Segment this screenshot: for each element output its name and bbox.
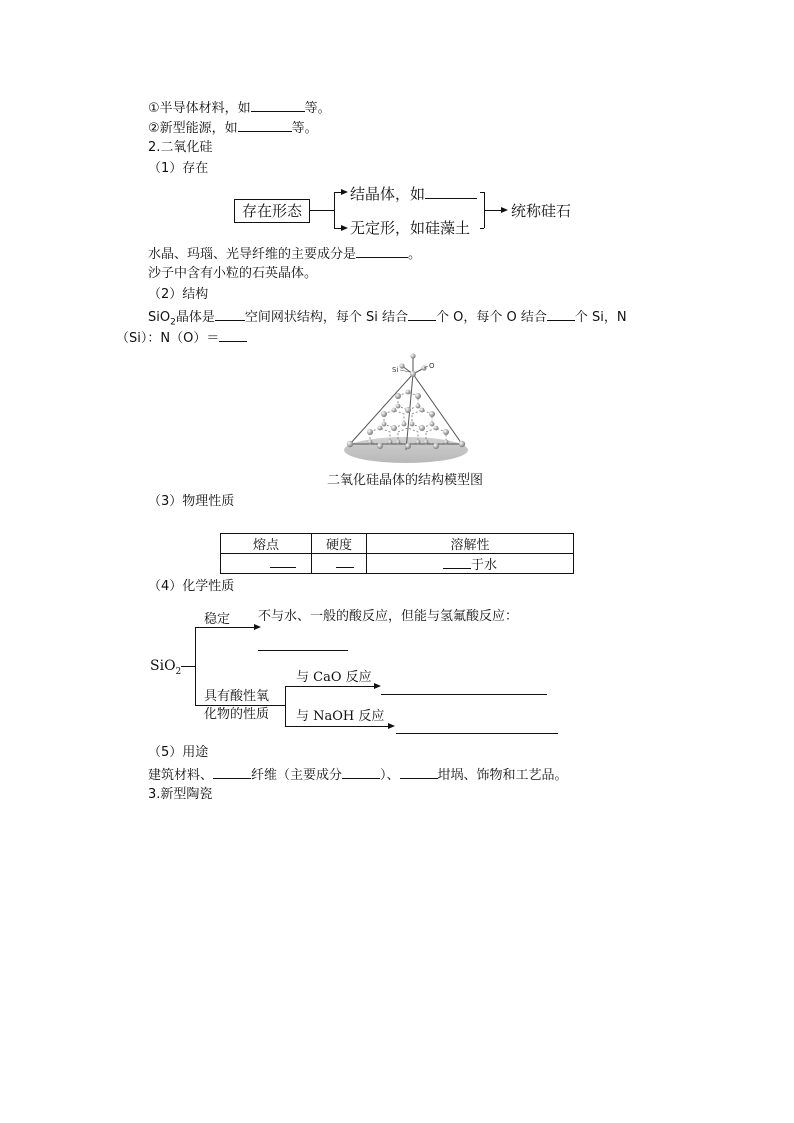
crystal-model-figure [340, 348, 472, 466]
quartz-line [148, 245, 421, 263]
section-3-heading: 3.新型陶瓷 [148, 787, 213, 802]
ratio-text: （Si）：N（O）＝ [116, 331, 220, 346]
energy-suffix: 等。 [291, 121, 318, 136]
table-row [221, 554, 574, 574]
uses-text-1: 建筑材料、 [148, 768, 214, 783]
crystal-text: 结晶体，如 [350, 185, 426, 203]
arrow-crystal-icon [341, 189, 348, 195]
acidic-branch-shaft [195, 705, 285, 706]
subsection-structure: （2）结构 [148, 287, 209, 302]
melting-point-blank[interactable] [270, 555, 296, 568]
arrow-amorphous-icon [341, 225, 348, 231]
quartz-text: 水晶、玛瑙、光导纤维的主要成分是 [148, 247, 357, 262]
sio2-root-text: SiO [150, 658, 176, 674]
semiconductor-text: ①半导体材料，如 [148, 101, 251, 116]
quartz-blank[interactable] [356, 245, 408, 258]
sio2-subscript: 2 [170, 317, 176, 328]
table-header-row [221, 534, 574, 554]
sio2-formula: SiO [148, 310, 171, 325]
acidic-sub-branch [285, 686, 286, 726]
section-2-heading: 2.二氧化硅 [148, 140, 213, 155]
solubility-cell [367, 554, 574, 574]
stable-label: 稳定 [204, 612, 231, 627]
naoh-label: 与 NaOH 反应 [296, 709, 385, 724]
naoh-arrow-icon [388, 723, 395, 729]
uses-blank-2[interactable] [342, 766, 380, 779]
sand-line: 沙子中含有小粒的石英晶体。 [148, 266, 318, 281]
structure-text-2: 空间网状结构，每个 Si 结合 [244, 310, 408, 325]
solubility-suffix: 于水 [470, 558, 497, 573]
right-bracket-bottom [480, 228, 484, 229]
header-hardness: 硬度 [312, 534, 367, 554]
arrow-shaft-summary [484, 210, 502, 211]
model-bonds [350, 358, 462, 450]
naoh-arrow-shaft [285, 726, 389, 727]
summary-label: 统称硅石 [511, 202, 572, 220]
model-atoms [347, 353, 465, 449]
naoh-reaction-blank[interactable] [396, 733, 558, 734]
cao-label: 与 CaO 反应 [296, 670, 372, 685]
crystal-blank[interactable] [425, 184, 477, 199]
solubility-blank[interactable] [443, 556, 471, 569]
o-label: O [429, 362, 435, 370]
cao-reaction-blank[interactable] [381, 694, 547, 695]
structure-text-3: 个 O，每个 O 结合 [436, 310, 547, 325]
acidic-label-1: 具有酸性氧 [204, 689, 270, 704]
uses-text-3: ）、 [380, 768, 400, 783]
uses-text-2: 纤维（主要成分 [251, 768, 343, 783]
acidic-label-2: 化物的性质 [204, 707, 270, 722]
hardness-cell [312, 554, 367, 574]
structure-line-1 [148, 308, 627, 326]
uses-blank-3[interactable] [400, 766, 438, 779]
sio2-root-label [150, 658, 182, 677]
semiconductor-line [148, 99, 331, 117]
header-melting-point: 熔点 [221, 534, 312, 554]
energy-text: ②新型能源，如 [148, 121, 238, 136]
hardness-blank[interactable] [336, 555, 354, 568]
physical-properties-table [220, 533, 574, 574]
quartz-suffix: 。 [408, 247, 422, 262]
left-bracket [334, 192, 335, 228]
si-label: Si [392, 366, 399, 374]
main-branch-line [195, 627, 196, 705]
box-connector [310, 210, 334, 211]
structure-text-4: 个 Si，N [574, 310, 627, 325]
structure-line-2 [116, 329, 247, 347]
stable-description: 不与水、一般的酸反应，但能与氢氟酸反应： [258, 609, 519, 624]
uses-line [148, 766, 568, 784]
sio2-root-subscript: 2 [175, 666, 182, 677]
subsection-physical: （3）物理性质 [148, 494, 235, 509]
uses-blank-1[interactable] [213, 766, 251, 779]
melting-point-cell [221, 554, 312, 574]
structure-text-1: 晶体是 [175, 310, 215, 325]
subsection-uses: （5）用途 [148, 745, 209, 760]
root-connector [181, 666, 195, 667]
structure-type-blank[interactable] [215, 308, 245, 321]
cao-arrow-icon [374, 683, 381, 689]
cao-arrow-shaft [285, 686, 375, 687]
subsection-chemical: （4）化学性质 [148, 579, 235, 594]
hf-reaction-blank[interactable] [258, 650, 348, 651]
arrow-summary-icon [501, 207, 508, 213]
existence-box: 存在形态 [234, 199, 310, 223]
figure-caption: 二氧化硅晶体的结构模型图 [327, 473, 484, 488]
o-bond-blank[interactable] [547, 308, 575, 321]
semiconductor-suffix: 等。 [304, 101, 331, 116]
semiconductor-blank[interactable] [251, 99, 305, 112]
header-solubility: 溶解性 [367, 534, 574, 554]
subsection-existence: （1）存在 [148, 161, 209, 176]
si-bond-blank[interactable] [408, 308, 436, 321]
ratio-blank[interactable] [219, 329, 247, 342]
crystal-label [350, 184, 477, 203]
energy-line [148, 119, 318, 137]
amorphous-label: 无定形，如硅藻土 [350, 219, 471, 237]
uses-text-4: 坩埚、饰物和工艺品。 [437, 768, 568, 783]
energy-blank[interactable] [238, 119, 292, 132]
